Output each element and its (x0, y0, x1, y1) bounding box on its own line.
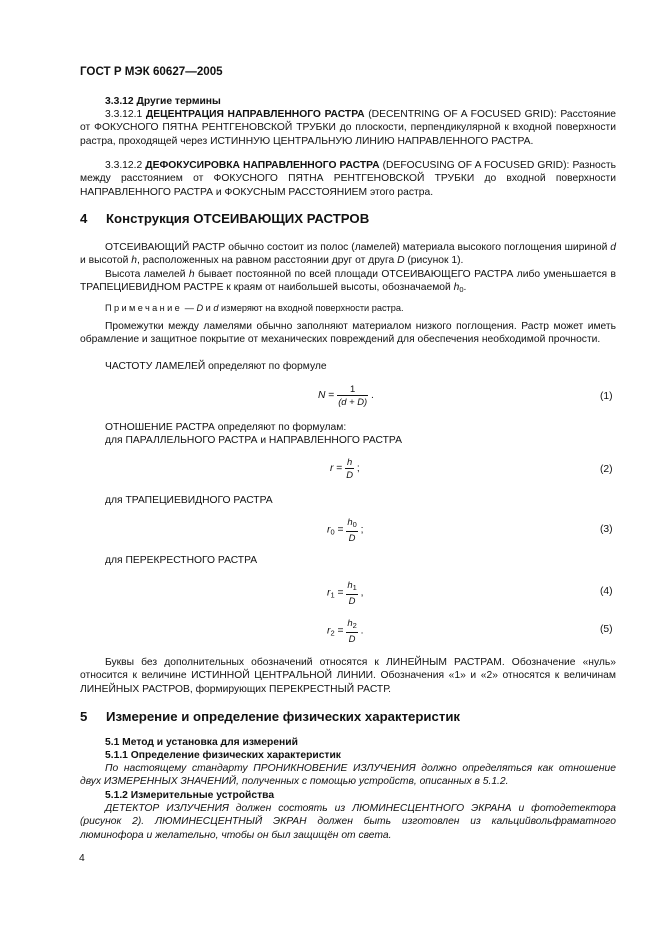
text-run: , расположенных на равном расстоянии друг от друга (136, 255, 398, 267)
eq-sign: = (334, 625, 347, 637)
paragraph-designations: Буквы без дополнительных обозначений относятся к ЛИНЕЙНЫМ РАСТРАМ. Обозначение «нуль» относится к величине ИСТИННОЙ ЦЕНТРАЛЬНОЙ ЛИНИИ. Обозначения «1» и «2» относятся к величинам ЛИНЕЙНЫХ РАСТРОВ, формирующих ПЕРЕКРЕСТНЫЙ РАСТР. (80, 657, 616, 695)
eq-punct: ; (353, 463, 360, 475)
numerator-symbol: h (347, 579, 353, 590)
subscript: 0 (352, 520, 357, 529)
denominator: D (348, 633, 356, 644)
numerator-symbol: h (347, 516, 353, 527)
equation-5 (327, 617, 363, 645)
paragraph-lamella-height (80, 268, 616, 297)
numerator-symbol: h (347, 617, 353, 628)
term-text: (DEFOCUSING OF A FOCUSED GRID): Разность между расстоянием от ФОКУСНОГО ПЯТНА РЕНТГЕНОВСКОЙ ТРУБКИ до входной поверхности НАПРАВЛЕННОГО РАСТРА и ФОКУСНЫМ РАССТОЯНИЕМ этого растра. (80, 160, 616, 198)
symbol-d: d (610, 242, 616, 253)
eq-punct: ; (357, 524, 364, 536)
text-run: бывает постоянной по всей площади ОТСЕИВАЮЩЕГО РАСТРА либо уменьшается в ТРАПЕЦИЕВИДНОМ РАСТРЕ к краям от наибольшей высоты, обозначаемой (80, 269, 616, 294)
section-number: 4 (80, 211, 88, 226)
equation-number-1: (1) (600, 391, 613, 402)
text-run: измеряют на входной поверхности растра. (218, 303, 404, 313)
subsection-heading-5-1: 5.1 Метод и установка для измерений (105, 737, 298, 748)
numerator (346, 617, 357, 633)
denominator: D (346, 469, 353, 480)
note-label: Примечание (105, 303, 183, 313)
numerator: 1 (337, 383, 368, 396)
equation-2 (330, 456, 360, 481)
subsection-heading-5-1-1: 5.1.1 Определение физических характеристик (105, 750, 341, 761)
symbol-d: d (213, 303, 219, 313)
subscript: 0 (459, 285, 464, 295)
document-header: ГОСТ Р МЭК 60627—2005 (80, 65, 223, 78)
eq-punct: . (368, 390, 374, 402)
eq-lhs: r (327, 524, 331, 536)
equation-4 (327, 579, 363, 607)
subscript: 1 (352, 583, 357, 592)
paragraph-filling: Промежутки между ламелями обычно заполняют материалом низкого поглощения. Растр может иметь обрамление и защитное покрытие от механических повреждений для обеспечения необходимой прочности. (80, 321, 616, 346)
eq-sign: = (333, 463, 346, 475)
text-run: — (182, 303, 197, 313)
subsection-heading-3-3-12: 3.3.12 Другие термины (105, 96, 221, 107)
term-definition-defocusing (80, 159, 616, 199)
fraction (346, 579, 357, 607)
symbol-h: h (131, 255, 137, 267)
paragraph-ratio-intro: ОТНОШЕНИЕ РАСТРА определяют по формулам: (105, 422, 347, 433)
subscript: 0 (330, 527, 335, 537)
numerator (346, 516, 357, 532)
section-title: Измерение и определение физических характеристик (106, 709, 461, 724)
denominator: D (348, 532, 356, 543)
symbol-D: D (397, 255, 405, 267)
subscript: 2 (330, 628, 335, 638)
eq-lhs: r (327, 625, 331, 637)
denominator: D (348, 595, 356, 606)
subscript: 1 (330, 590, 335, 600)
section-title: Конструкция ОТСЕИВАЮЩИХ РАСТРОВ (106, 211, 370, 226)
paragraph-5-1-2: ДЕТЕКТОР ИЗЛУЧЕНИЯ должен состоять из ЛЮМИНЕСЦЕНТНОГО ЭКРАНА и фотодетектора (рисунок 2). ЛЮМИНЕСЦЕНТНЫЙ ЭКРАН должен быть изготовлен из кальцийвольфраматного люминофора и желательно, чтобы он был защищён от света. (80, 803, 616, 841)
fraction (346, 516, 357, 544)
paragraph-grid-composition (80, 241, 616, 268)
text-run: и высотой (80, 255, 132, 267)
paragraph-trapezoid: для ТРАПЕЦИЕВИДНОГО РАСТРА (105, 495, 273, 506)
term-number: 3.3.12.1 (105, 109, 143, 120)
fraction (346, 617, 357, 645)
section-number: 5 (80, 709, 88, 724)
eq-punct: . (357, 625, 364, 637)
paragraph-5-1-1: По настоящему стандарту ПРОНИКНОВЕНИЕ ИЗЛУЧЕНИЯ должно определяться как отношение двух ИЗМЕРЕННЫХ ЗНАЧЕНИЙ, полученных с помощью устройств, описанных в 5.1.2. (80, 763, 616, 788)
paragraph-crossed: для ПЕРЕКРЕСТНОГО РАСТРА (105, 555, 258, 566)
equation-number-4: (4) (600, 586, 613, 597)
text-run: . (463, 282, 467, 294)
numerator (346, 579, 357, 595)
denominator: (d + D) (338, 396, 368, 407)
paragraph-frequency-intro: ЧАСТОТУ ЛАМЕЛЕЙ определяют по формуле (105, 361, 327, 372)
term-number: 3.3.12.2 (105, 160, 143, 171)
term-name: ДЕЦЕНТРАЦИЯ НАПРАВЛЕННОГО РАСТРА (145, 109, 365, 120)
fraction (337, 383, 368, 408)
eq-sign: = (334, 524, 347, 536)
symbol-h: h (188, 269, 195, 280)
equation-number-5: (5) (600, 624, 613, 635)
numerator: h (346, 456, 353, 467)
text-run: и (203, 303, 214, 313)
section-heading-5 (80, 709, 460, 724)
eq-punct: , (357, 587, 364, 599)
equation-number-2: (2) (600, 464, 613, 475)
symbol-h0: h (453, 282, 460, 294)
eq-lhs: r (330, 463, 334, 475)
eq-lhs: r (327, 587, 331, 599)
equation-number-3: (3) (600, 524, 613, 535)
term-definition-decentring (80, 108, 616, 148)
term-name: ДЕФОКУСИРОВКА НАПРАВЛЕННОГО РАСТРА (145, 160, 380, 171)
eq-sign: = (334, 587, 347, 599)
note (105, 303, 404, 313)
text-run: Высота ламелей (105, 269, 189, 280)
fraction (345, 456, 354, 481)
text-run: (рисунок 1). (404, 255, 464, 267)
eq-lhs: N (318, 390, 326, 402)
term-text: (DECENTRING OF A FOCUSED GRID): Расстояние от ФОКУСНОГО ПЯТНА РЕНТГЕНОВСКОЙ ТРУБКИ до плоскости, перпендикулярной к входной поверхности растра, проходящей через ИСТИННУЮ ЦЕНТРАЛЬНУЮ ЛИНИЮ НАПРАВЛЕННОГО РАСТРА. (80, 109, 616, 147)
section-heading-4 (80, 211, 369, 226)
subscript: 2 (352, 621, 357, 630)
paragraph-parallel-focused: для ПАРАЛЛЕЛЬНОГО РАСТРА и НАПРАВЛЕННОГО РАСТРА (105, 435, 402, 446)
text-run: ОТСЕИВАЮЩИЙ РАСТР обычно состоит из полос (ламелей) материала высокого поглощения шириной (105, 242, 611, 253)
symbol-D: D (196, 303, 204, 313)
eq-sign: = (325, 390, 338, 402)
equation-3 (327, 516, 363, 544)
page-number: 4 (79, 853, 85, 864)
equation-1 (318, 383, 374, 408)
subsection-heading-5-1-2: 5.1.2 Измерительные устройства (105, 790, 275, 801)
